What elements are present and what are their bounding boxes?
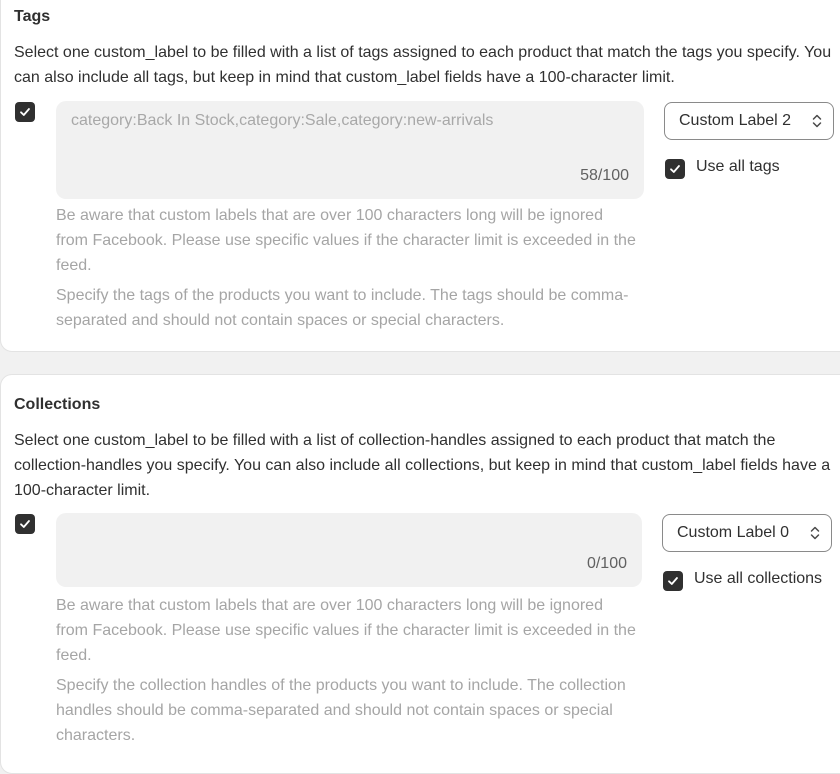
tags-input-value: category:Back In Stock,category:Sale,category:new-arrivals xyxy=(71,112,494,129)
tags-select-value: Custom Label 2 xyxy=(679,112,792,129)
tags-enable-checkbox[interactable] xyxy=(15,102,35,122)
chevron-up-down-icon xyxy=(809,524,821,542)
collections-card xyxy=(0,374,840,774)
checkmark-icon xyxy=(667,575,679,587)
tags-use-all-checkbox[interactable] xyxy=(665,159,685,179)
collections-select-value: Custom Label 0 xyxy=(677,524,790,541)
tags-help-format: Specify the tags of the products you want to include. The tags should be comma-separated and should not contain spaces or special characters. xyxy=(56,287,629,329)
tags-description: Select one custom_label to be filled with a list of tags assigned to each product that match the tags you specify. You can also include all tags, but keep in mind that custom_label fields have a 100-character limit. xyxy=(14,44,832,86)
collections-description: Select one custom_label to be filled with a list of collection-handles assigned to each product that match the collection-handles you specify. You can also include all collections, but keep in mind that custom_label fields have a 100-character limit. xyxy=(14,432,831,499)
collections-help-format: Specify the collection handles of the products you want to include. The collection handles should be comma-separated and should not contain spaces or special characters. xyxy=(56,677,626,744)
checkmark-icon xyxy=(19,518,31,530)
tags-card xyxy=(0,0,840,352)
tags-character-counter: 58/100 xyxy=(580,167,629,184)
collections-use-all-label[interactable]: Use all collections xyxy=(694,570,823,587)
collections-title: Collections xyxy=(14,396,101,413)
tags-input[interactable] xyxy=(56,101,644,199)
collections-input[interactable] xyxy=(56,513,642,587)
collections-use-all-checkbox[interactable] xyxy=(663,571,683,591)
collections-help-limit: Be aware that custom labels that are over 100 characters long will be ignored from Facebook. Please use specific values if the character limit is exceeded in the feed. xyxy=(56,597,636,664)
collections-enable-checkbox[interactable] xyxy=(15,514,35,534)
tags-use-all-label[interactable]: Use all tags xyxy=(696,158,780,175)
checkmark-icon xyxy=(19,106,31,118)
chevron-up-down-icon xyxy=(811,112,823,130)
checkmark-icon xyxy=(669,163,681,175)
tags-custom-label-select[interactable] xyxy=(664,102,834,140)
collections-character-counter: 0/100 xyxy=(586,555,627,572)
tags-help-limit: Be aware that custom labels that are over 100 characters long will be ignored from Facebook. Please use specific values if the character limit is exceeded in the feed. xyxy=(56,207,636,274)
tags-title: Tags xyxy=(14,8,51,25)
collections-custom-label-select[interactable] xyxy=(662,514,832,552)
